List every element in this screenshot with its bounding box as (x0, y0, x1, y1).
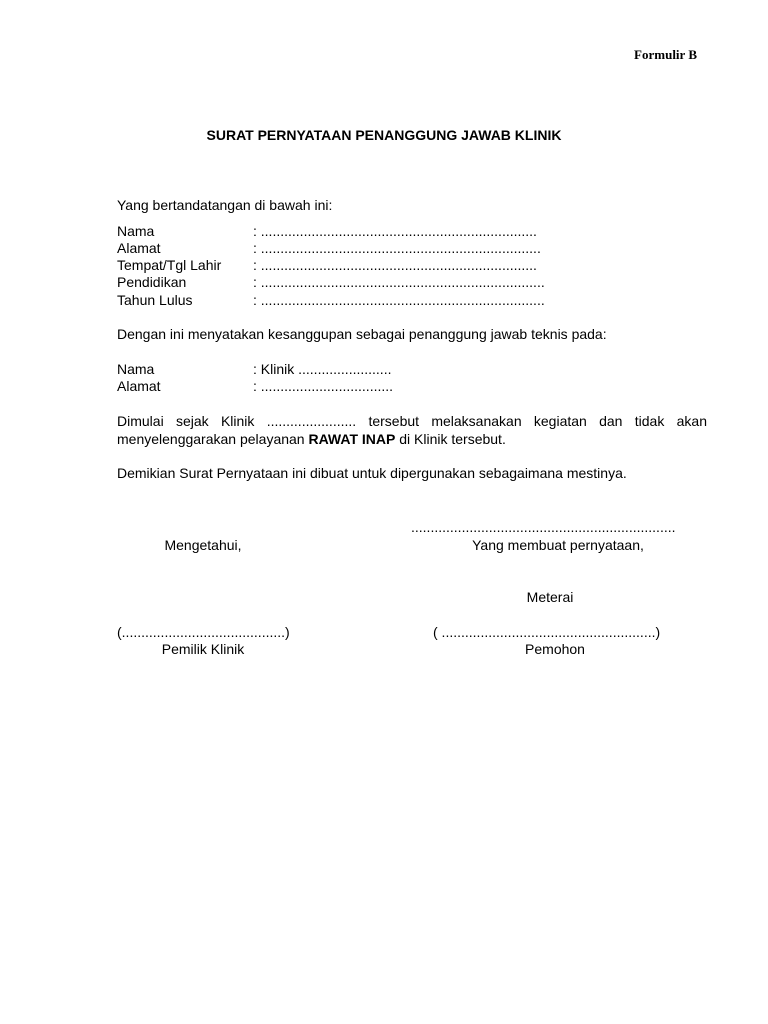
statement-text: Dengan ini menyatakan kesanggupan sebagai penanggung jawab teknis pada: (117, 326, 607, 342)
field-value: : .................................. (253, 378, 394, 394)
field-label: Alamat (117, 240, 161, 256)
left-name-line: (..........................................) (117, 624, 290, 640)
field-label: Alamat (117, 378, 161, 394)
field-value: : Klinik ........................ (253, 361, 392, 377)
field-label: Pendidikan (117, 274, 187, 290)
place-date-line: .................................................................... (411, 519, 676, 535)
field-value: : ......................................................................... (253, 274, 545, 290)
meterai-stamp-label: Meterai (526, 589, 574, 605)
commence-text-after: di Klinik tersebut. (395, 431, 506, 447)
rawat-inap-emphasis: RAWAT INAP (308, 431, 396, 447)
field-label: Nama (117, 223, 155, 239)
field-label: Tempat/Tgl Lahir (117, 257, 222, 273)
commence-paragraph (117, 412, 707, 448)
closing-text: Demikian Surat Pernyataan ini dibuat untuk dipergunakan sebagaimana mestinya. (117, 465, 627, 481)
document-title: SURAT PERNYATAAN PENANGGUNG JAWAB KLINIK (206, 127, 562, 143)
intro-text: Yang bertandatangan di bawah ini: (117, 197, 333, 213)
right-signature-role: Pemohon (525, 641, 585, 657)
form-code: Formulir B (634, 47, 697, 62)
field-value: : ....................................................................... (253, 257, 537, 273)
right-signature-heading: Yang membuat pernyataan, (472, 537, 644, 553)
field-value: : ........................................................................ (253, 240, 541, 256)
left-signature-role: Pemilik Klinik (161, 641, 245, 657)
commence-text-before: Dimulai sejak Klinik ....................... tersebut melaksanakan kegiatan dan tidak akan menyelenggarakan pelayanan (117, 413, 707, 447)
field-label: Nama (117, 361, 155, 377)
right-name-line: ( .......................................................) (433, 624, 661, 640)
left-signature-heading: Mengetahui, (164, 537, 242, 553)
field-value: : ......................................................................... (253, 292, 545, 308)
field-label: Tahun Lulus (117, 292, 193, 308)
field-value: : ....................................................................... (253, 223, 537, 239)
